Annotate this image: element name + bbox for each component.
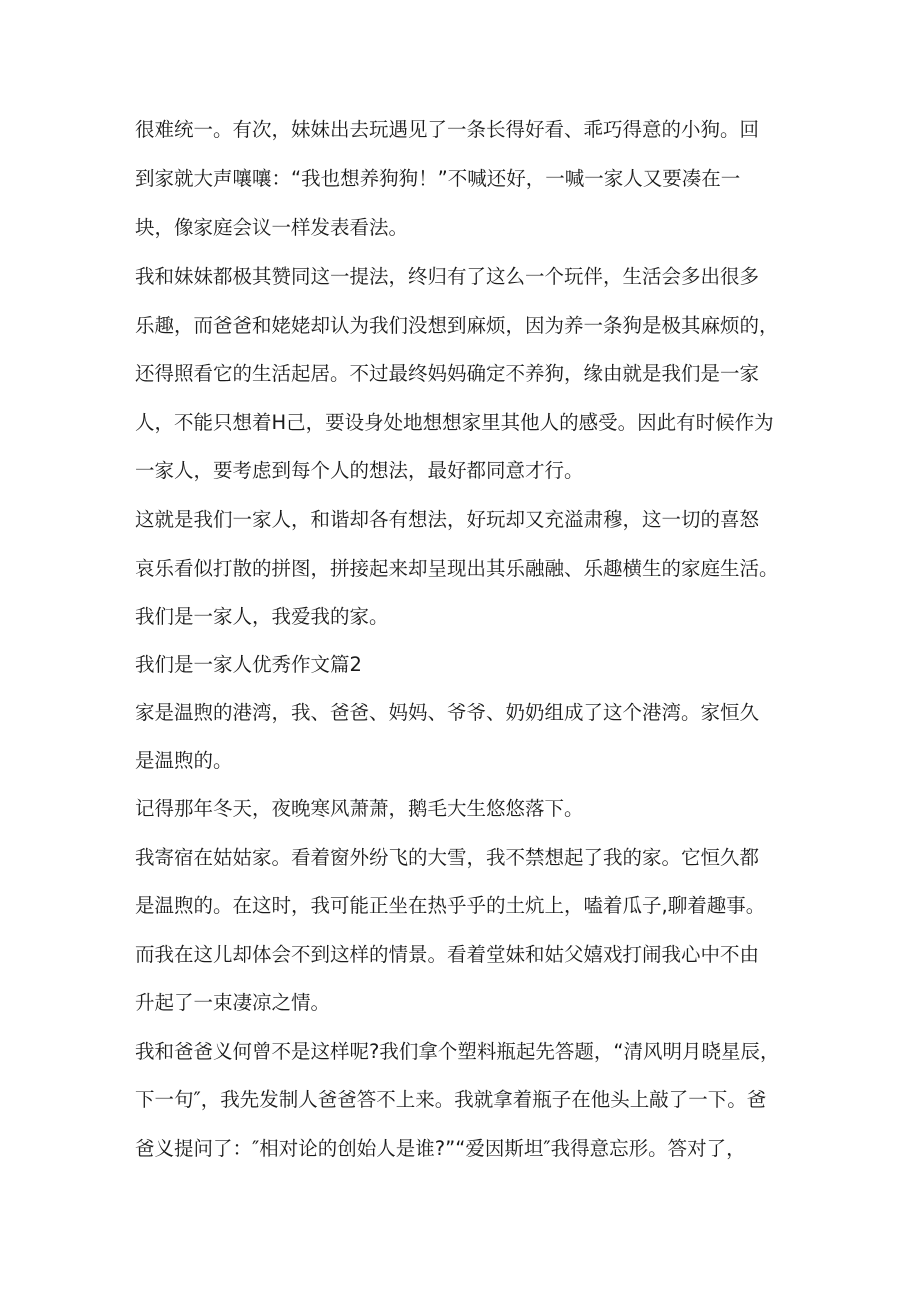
text-line: 我寄宿在姑姑家。看着窗外纷飞的大雪，我不禁想起了我的家。它恒久都 (135, 846, 760, 869)
section-heading: 我们是一家人优秀作文篇2 (135, 653, 362, 676)
text-line: 哀乐看似打散的拼图，拼接起来却呈现出其乐融融、乐趣横生的家庭生活。 (135, 557, 779, 580)
text-line: 还得照看它的生活起居。不过最终妈妈确定不养狗，缘由就是我们是一家 (135, 362, 760, 385)
text-line: 是温煦的。 (135, 749, 233, 772)
text-line: 人，不能只想着H己，要设身处地想想家里其他人的感受。因此有时候作为 (135, 411, 774, 434)
text-line: 下一句″，我先发制人爸爸答不上来。我就拿着瓶子在他头上敲了一下。爸 (135, 1088, 767, 1111)
text-line: 我和爸爸义何曾不是这样呢?我们拿个塑料瓶起先答题，“清风明月晓星辰， (135, 1040, 780, 1063)
text-line: 一家人，要考虑到每个人的想法，最好都同意才行。 (135, 459, 584, 482)
text-line: 我和妹妹都极其赞同这一提法，终归有了这么一个玩伴，生活会多出很多 (135, 265, 760, 288)
text-line: 记得那年冬天，夜晚寒风萧萧，鹅毛大生悠悠落下。 (135, 797, 584, 820)
text-line: 乐趣，而爸爸和姥姥却认为我们没想到麻烦，因为养一条狗是极其麻烦的， (135, 314, 779, 337)
text-line: 这就是我们一家人，和谐却各有想法，好玩却又充溢肃穆，这一切的喜怒 (135, 508, 760, 531)
text-line: 是温煦的。在这时，我可能正坐在热乎乎的土炕上，嗑着瓜子,聊着趣事。 (135, 894, 766, 917)
text-line: 到家就大声嚷嚷：“我也想养狗狗！”不喊还好，一喊一家人又要凑在一 (135, 167, 741, 190)
text-line: 块，像家庭会议一样发表看法。 (135, 216, 409, 239)
text-line: 爸义提问了：″相对论的创始人是谁?”“爱因斯坦″我得意忘形。答对了， (135, 1137, 746, 1160)
text-line: 家是温煦的港湾，我、爸爸、妈妈、爷爷、奶奶组成了这个港湾。家恒久 (135, 701, 760, 724)
text-line: 而我在这儿却体会不到这样的情景。看着堂妹和姑父嬉戏打闹我心中不由 (135, 943, 760, 966)
text-line: 很难统一。有次，妹妹出去玩遇见了一条长得好看、乖巧得意的小狗。回 (135, 118, 760, 141)
text-line: 升起了一束凄凉之情。 (135, 991, 331, 1014)
text-line: 我们是一家人，我爱我的家。 (135, 605, 389, 628)
